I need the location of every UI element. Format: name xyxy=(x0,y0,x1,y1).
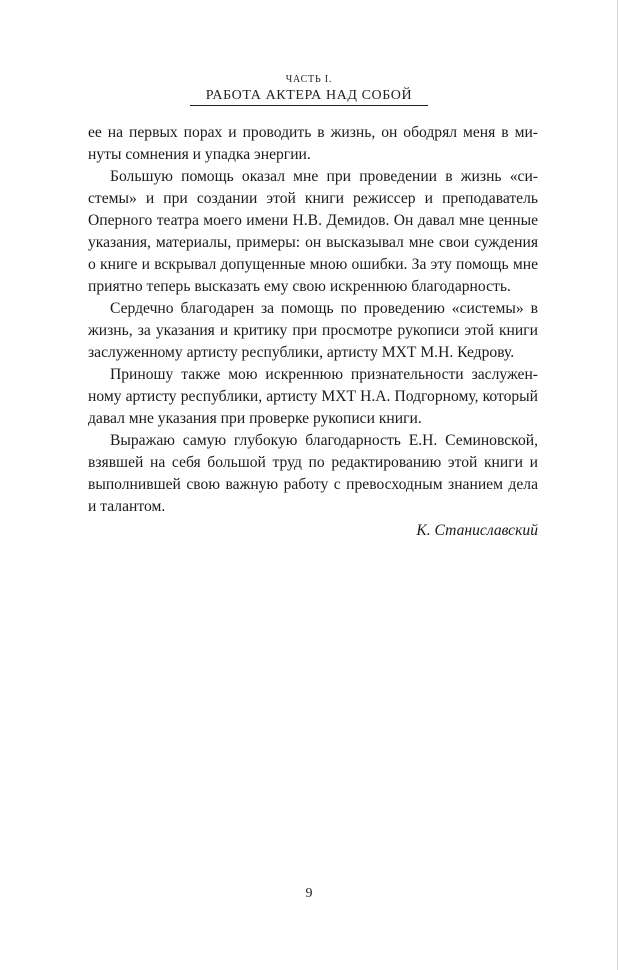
running-head-underline xyxy=(190,105,428,106)
author-signature: К. Станиславский xyxy=(416,522,538,539)
paragraph-demidov: Большую помощь оказал мне при проведении в жизнь «системы» и при создании этой книги режиссер и преподаватель Оперного театра моего имени Н.В. Демидов. Он давал мне ценные указания, материалы, примеры: он высказывал мне свои суждения о книге и вскрывал допущенные мною ошибки. За эту помощь мне приятно теперь высказать ему свою искреннюю благодарность. xyxy=(88,168,538,295)
page-number: 9 xyxy=(305,886,313,901)
paragraph-kedrov: Сердечно благодарен за помощь по проведению «системы» в жизнь, за указания и критику при просмотре рукописи этой книги заслуженному артисту республики, артисту МХТ М.Н. Кедрову. xyxy=(88,300,538,361)
paragraph-podgorny: Приношу также мою искреннюю признательности заслуженному артисту республики, артисту МХТ Н.А. Подгорному, который давал мне указания при проверке рукописи книги. xyxy=(88,366,538,427)
running-head-part-label: ЧАСТЬ I. xyxy=(285,74,333,85)
paragraph-continued: ее на первых порах и проводить в жизнь, он ободрял меня в минуты сомнения и упадка энергии. xyxy=(88,124,538,163)
body-text xyxy=(88,122,538,542)
paragraph-seminovskaya: Выражаю самую глубокую благодарность Е.Н. Семиновской, взявшей на себя большой труд по редактированию этой книги и выполнившей свою важную работу с превосходным знанием дела и талантом. xyxy=(88,432,538,515)
running-head-part-title: РАБОТА АКТЕРА НАД СОБОЙ xyxy=(205,88,413,103)
